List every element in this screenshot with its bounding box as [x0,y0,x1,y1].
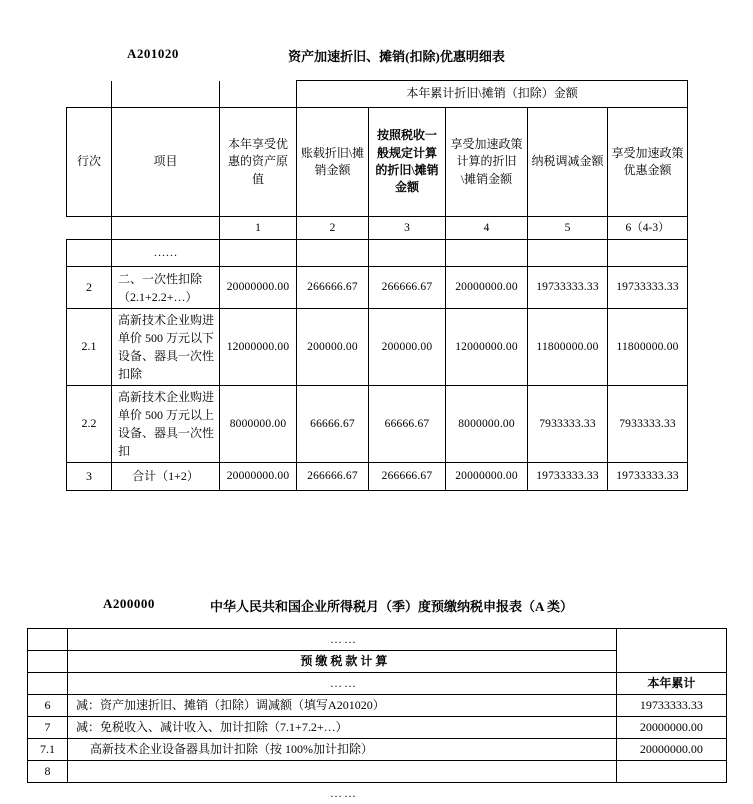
row-tax-depreciation: 266666.67 [369,267,446,309]
row-accel-depreciation: 20000000.00 [446,267,528,309]
table-header-row [67,108,688,217]
section-row-no [28,651,68,673]
table1-form-code: A201020 [127,46,179,62]
header-accel-depreciation: 享受加速政策计算的折旧\摊销金额 [446,108,528,217]
prepayment-return-table [27,628,727,804]
row-tax-adjustment: 11800000.00 [528,309,608,386]
ellipsis-c4 [446,240,528,267]
table-row [67,463,688,491]
ellipsis-c1 [220,240,297,267]
row2-no: 7 [28,717,68,739]
table2-row-ellipsis-bottom [28,783,727,804]
row-no: 2.2 [67,386,112,463]
colnum-blank-2 [112,217,220,240]
row-original-value: 12000000.00 [220,309,297,386]
blank-corner-cell [67,81,112,108]
blank-corner-cell-2 [112,81,220,108]
table-row-group-header [67,81,688,108]
row-book-depreciation: 266666.67 [297,267,369,309]
table2-row [28,695,727,717]
row2-no: 8 [28,761,68,783]
header-tax-depreciation: 按照税收一般规定计算的折旧\摊销金额 [369,108,446,217]
row-book-depreciation: 266666.67 [297,463,369,491]
row-accel-depreciation: 20000000.00 [446,463,528,491]
colnum-blank-1 [67,217,112,240]
ellipsis-item: …… [112,240,220,267]
colnum-5: 5 [528,217,608,240]
header-benefit-amount: 享受加速政策优惠金额 [608,108,688,217]
header-original-value: 本年享受优惠的资产原值 [220,108,297,217]
row-original-value: 8000000.00 [220,386,297,463]
table-row-ellipsis [67,240,688,267]
ellipsis-row-no [67,240,112,267]
row-tax-adjustment: 7933333.33 [528,386,608,463]
ellipsis-c3 [369,240,446,267]
row-book-depreciation: 200000.00 [297,309,369,386]
header-tax-adjustment: 纳税调减金额 [528,108,608,217]
row2-text [68,761,617,783]
row-tax-adjustment: 19733333.33 [528,463,608,491]
header-row-no: 行次 [67,108,112,217]
row-book-depreciation: 66666.67 [297,386,369,463]
row-no: 2 [67,267,112,309]
row-item: 高新技术企业购进单价 500 万元以上设备、器具一次性扣 [112,386,220,463]
table1-title: 资产加速折旧、摊销(扣除)优惠明细表 [0,46,753,65]
table-row [67,309,688,386]
colnum-3: 3 [369,217,446,240]
amount-header-no [28,673,68,695]
header-book-depreciation: 账载折旧\摊销金额 [297,108,369,217]
table2-heading [0,596,753,618]
table2-row [28,761,727,783]
row-benefit-amount: 19733333.33 [608,463,688,491]
row-tax-depreciation: 66666.67 [369,386,446,463]
amount-header: 本年累计 [616,673,726,695]
group-header-cumulative: 本年累计折旧\摊销（扣除）金额 [297,81,688,108]
row-tax-adjustment: 19733333.33 [528,267,608,309]
section-label: 预 缴 税 款 计 算 [68,651,617,673]
ellipsis-top-no [28,629,68,651]
row-benefit-amount: 7933333.33 [608,386,688,463]
table2-title: 中华人民共和国企业所得税月（季）度预缴纳税申报表（A 类） [0,596,753,615]
row2-amount [616,761,726,783]
row-no: 3 [67,463,112,491]
row2-text: 减：资产加速折旧、摊销（扣除）调减额（填写A201020） [68,695,617,717]
row-accel-depreciation: 12000000.00 [446,309,528,386]
colnum-6: 6（4-3） [608,217,688,240]
row2-no: 7.1 [28,739,68,761]
row2-amount: 20000000.00 [616,717,726,739]
table-row [67,267,688,309]
row-original-value: 20000000.00 [220,463,297,491]
colnum-1: 1 [220,217,297,240]
row2-no: 6 [28,695,68,717]
blank-corner-cell-3 [220,81,297,108]
asset-depreciation-table [66,80,688,491]
ellipsis-top-text: …… [68,629,617,651]
row-item: 二、一次性扣除（2.1+2.2+…） [112,267,220,309]
row-benefit-amount: 11800000.00 [608,309,688,386]
ellipsis-bottom-text: …… [68,783,617,804]
row-item: 高新技术企业购进单价 500 万元以下设备、器具一次性扣除 [112,309,220,386]
table2-row-ellipsis-top [28,629,727,651]
row2-amount: 19733333.33 [616,695,726,717]
row-accel-depreciation: 8000000.00 [446,386,528,463]
amount-header-dots: …… [68,673,617,695]
table2-form-code: A200000 [103,596,155,612]
ellipsis-c6 [608,240,688,267]
row-item: 合计（1+2） [112,463,220,491]
table-column-number-row [67,217,688,240]
row-tax-depreciation: 200000.00 [369,309,446,386]
table2-row [28,717,727,739]
row-tax-depreciation: 266666.67 [369,463,446,491]
ellipsis-c5 [528,240,608,267]
table2-amount-header-row [28,673,727,695]
table1-heading [0,46,753,68]
row-benefit-amount: 19733333.33 [608,267,688,309]
table-row [67,386,688,463]
row2-amount: 20000000.00 [616,739,726,761]
colnum-4: 4 [446,217,528,240]
table2-row [28,739,727,761]
table2-blank-amount [616,629,726,673]
ellipsis-c2 [297,240,369,267]
row-no: 2.1 [67,309,112,386]
ellipsis-bottom-amount [616,783,726,804]
row2-text: 高新技术企业设备器具加计扣除（按 100%加计扣除） [68,739,617,761]
colnum-2: 2 [297,217,369,240]
ellipsis-bottom-no [28,783,68,804]
row-original-value: 20000000.00 [220,267,297,309]
header-item: 项目 [112,108,220,217]
row2-text: 减：免税收入、减计收入、加计扣除（7.1+7.2+…） [68,717,617,739]
